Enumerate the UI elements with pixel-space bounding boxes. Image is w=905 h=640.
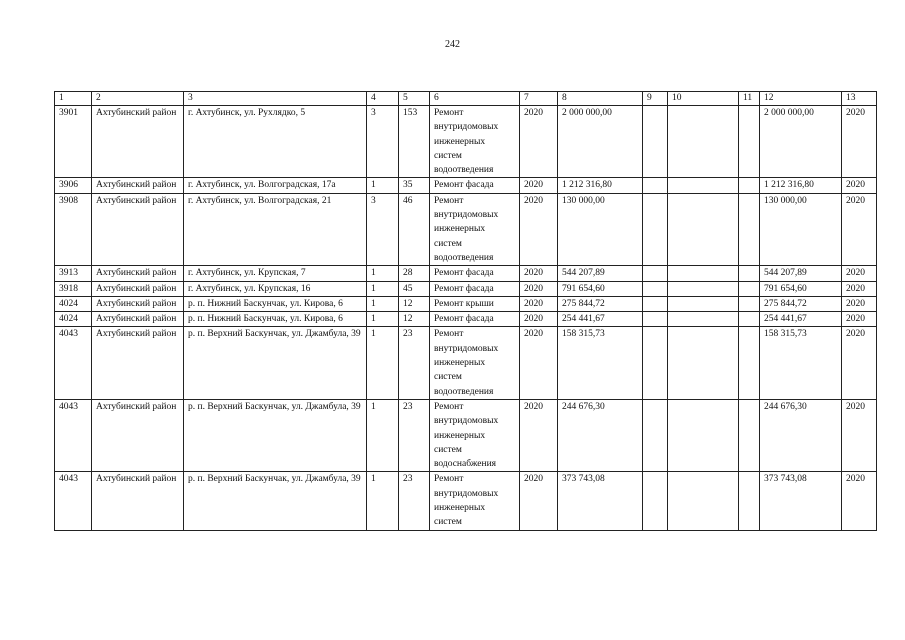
table-row <box>55 266 877 281</box>
cell-floors: 1 <box>367 312 399 327</box>
cell-completion-year: 2020 <box>842 193 877 265</box>
cell-cost-financing: 791 654,60 <box>760 281 842 296</box>
cell-floors: 1 <box>367 178 399 193</box>
cell-col-11 <box>739 178 760 193</box>
column-header: 13 <box>842 92 877 106</box>
cell-work-type: Ремонт внутридомовых инженерных систем водоснабжения <box>430 399 520 471</box>
cell-district: Ахтубинский район <box>92 472 184 530</box>
cell-col-10 <box>668 296 739 311</box>
cell-work-type: Ремонт крыши <box>430 296 520 311</box>
cell-cost-financing: 373 743,08 <box>760 472 842 530</box>
column-header: 9 <box>643 92 668 106</box>
cell-cost-financing: 158 315,73 <box>760 327 842 399</box>
cell-district: Ахтубинский район <box>92 327 184 399</box>
cell-col-11 <box>739 281 760 296</box>
cell-completion-year: 2020 <box>842 327 877 399</box>
cell-cost-financing: 544 207,89 <box>760 266 842 281</box>
cell-address: р. п. Нижний Баскунчак, ул. Кирова, 6 <box>184 312 367 327</box>
cell-address: г. Ахтубинск, ул. Крупская, 7 <box>184 266 367 281</box>
cell-year: 2020 <box>520 106 558 178</box>
cell-col-10 <box>668 266 739 281</box>
cell-col-11 <box>739 327 760 399</box>
cell-completion-year: 2020 <box>842 266 877 281</box>
cell-col-9 <box>643 193 668 265</box>
cell-work-type: Ремонт фасада <box>430 281 520 296</box>
cell-col-11 <box>739 106 760 178</box>
cell-col-10 <box>668 327 739 399</box>
cell-col-9 <box>643 106 668 178</box>
cell-cost-total: 158 315,73 <box>558 327 643 399</box>
cell-col-11 <box>739 296 760 311</box>
cell-work-type: Ремонт внутридомовых инженерных систем <box>430 472 520 530</box>
table-row <box>55 327 877 399</box>
cell-apartments: 23 <box>399 399 430 471</box>
cell-year: 2020 <box>520 327 558 399</box>
cell-completion-year: 2020 <box>842 472 877 530</box>
cell-district: Ахтубинский район <box>92 106 184 178</box>
cell-cost-total: 254 441,67 <box>558 312 643 327</box>
cell-cost-financing: 2 000 000,00 <box>760 106 842 178</box>
cell-completion-year: 2020 <box>842 178 877 193</box>
cell-apartments: 153 <box>399 106 430 178</box>
cell-col-11 <box>739 399 760 471</box>
column-header: 2 <box>92 92 184 106</box>
cell-object-code: 4024 <box>55 296 92 311</box>
cell-col-10 <box>668 281 739 296</box>
table-row <box>55 178 877 193</box>
cell-floors: 3 <box>367 106 399 178</box>
table-row <box>55 281 877 296</box>
cell-floors: 3 <box>367 193 399 265</box>
cell-address: г. Ахтубинск, ул. Волгоградская, 21 <box>184 193 367 265</box>
cell-apartments: 46 <box>399 193 430 265</box>
cell-apartments: 23 <box>399 327 430 399</box>
cell-object-code: 4043 <box>55 327 92 399</box>
cell-object-code: 4043 <box>55 399 92 471</box>
column-header: 5 <box>399 92 430 106</box>
cell-cost-total: 791 654,60 <box>558 281 643 296</box>
cell-floors: 1 <box>367 281 399 296</box>
repair-register-table <box>54 91 877 531</box>
cell-completion-year: 2020 <box>842 296 877 311</box>
cell-cost-total: 244 676,30 <box>558 399 643 471</box>
cell-col-9 <box>643 327 668 399</box>
cell-apartments: 35 <box>399 178 430 193</box>
table-row <box>55 193 877 265</box>
cell-col-9 <box>643 312 668 327</box>
cell-district: Ахтубинский район <box>92 193 184 265</box>
cell-col-10 <box>668 472 739 530</box>
cell-col-10 <box>668 312 739 327</box>
column-header: 1 <box>55 92 92 106</box>
column-header: 7 <box>520 92 558 106</box>
cell-year: 2020 <box>520 472 558 530</box>
cell-col-9 <box>643 472 668 530</box>
column-header: 12 <box>760 92 842 106</box>
cell-apartments: 23 <box>399 472 430 530</box>
cell-col-10 <box>668 193 739 265</box>
cell-apartments: 45 <box>399 281 430 296</box>
cell-district: Ахтубинский район <box>92 281 184 296</box>
cell-district: Ахтубинский район <box>92 399 184 471</box>
cell-completion-year: 2020 <box>842 312 877 327</box>
cell-apartments: 12 <box>399 296 430 311</box>
cell-year: 2020 <box>520 312 558 327</box>
cell-year: 2020 <box>520 266 558 281</box>
cell-object-code: 4024 <box>55 312 92 327</box>
cell-work-type: Ремонт фасада <box>430 312 520 327</box>
cell-col-9 <box>643 296 668 311</box>
cell-object-code: 4043 <box>55 472 92 530</box>
cell-apartments: 28 <box>399 266 430 281</box>
cell-cost-total: 544 207,89 <box>558 266 643 281</box>
table-row <box>55 106 877 178</box>
cell-col-10 <box>668 106 739 178</box>
cell-cost-total: 373 743,08 <box>558 472 643 530</box>
cell-completion-year: 2020 <box>842 281 877 296</box>
cell-floors: 1 <box>367 327 399 399</box>
cell-col-9 <box>643 266 668 281</box>
cell-cost-financing: 244 676,30 <box>760 399 842 471</box>
cell-floors: 1 <box>367 296 399 311</box>
column-number-row <box>55 92 877 106</box>
cell-cost-total: 2 000 000,00 <box>558 106 643 178</box>
cell-work-type: Ремонт фасада <box>430 178 520 193</box>
cell-cost-financing: 275 844,72 <box>760 296 842 311</box>
cell-year: 2020 <box>520 399 558 471</box>
cell-floors: 1 <box>367 266 399 281</box>
column-header: 3 <box>184 92 367 106</box>
cell-address: р. п. Нижний Баскунчак, ул. Кирова, 6 <box>184 296 367 311</box>
column-header: 11 <box>739 92 760 106</box>
cell-address: г. Ахтубинск, ул. Крупская, 16 <box>184 281 367 296</box>
cell-col-11 <box>739 472 760 530</box>
cell-col-10 <box>668 399 739 471</box>
cell-year: 2020 <box>520 178 558 193</box>
column-header: 6 <box>430 92 520 106</box>
cell-district: Ахтубинский район <box>92 178 184 193</box>
column-header: 10 <box>668 92 739 106</box>
cell-object-code: 3913 <box>55 266 92 281</box>
cell-address: г. Ахтубинск, ул. Волгоградская, 17а <box>184 178 367 193</box>
cell-year: 2020 <box>520 296 558 311</box>
cell-col-11 <box>739 193 760 265</box>
cell-address: р. п. Верхний Баскунчак, ул. Джамбула, 39 <box>184 327 367 399</box>
cell-address: р. п. Верхний Баскунчак, ул. Джамбула, 39 <box>184 399 367 471</box>
cell-floors: 1 <box>367 399 399 471</box>
page-number: 242 <box>445 39 460 50</box>
cell-cost-total: 1 212 316,80 <box>558 178 643 193</box>
cell-apartments: 12 <box>399 312 430 327</box>
cell-address: г. Ахтубинск, ул. Рухлядко, 5 <box>184 106 367 178</box>
cell-floors: 1 <box>367 472 399 530</box>
cell-object-code: 3918 <box>55 281 92 296</box>
table-row <box>55 399 877 471</box>
cell-cost-financing: 1 212 316,80 <box>760 178 842 193</box>
cell-col-11 <box>739 312 760 327</box>
cell-col-11 <box>739 266 760 281</box>
cell-col-9 <box>643 178 668 193</box>
cell-address: р. п. Верхний Баскунчак, ул. Джамбула, 39 <box>184 472 367 530</box>
cell-district: Ахтубинский район <box>92 266 184 281</box>
cell-col-9 <box>643 399 668 471</box>
cell-cost-total: 130 000,00 <box>558 193 643 265</box>
table-row <box>55 296 877 311</box>
cell-object-code: 3908 <box>55 193 92 265</box>
column-header: 4 <box>367 92 399 106</box>
cell-district: Ахтубинский район <box>92 296 184 311</box>
cell-cost-total: 275 844,72 <box>558 296 643 311</box>
cell-work-type: Ремонт фасада <box>430 266 520 281</box>
cell-district: Ахтубинский район <box>92 312 184 327</box>
cell-year: 2020 <box>520 193 558 265</box>
cell-col-10 <box>668 178 739 193</box>
cell-completion-year: 2020 <box>842 106 877 178</box>
cell-col-9 <box>643 281 668 296</box>
column-header: 8 <box>558 92 643 106</box>
table-row <box>55 312 877 327</box>
cell-completion-year: 2020 <box>842 399 877 471</box>
cell-work-type: Ремонт внутридомовых инженерных систем водоотведения <box>430 106 520 178</box>
cell-work-type: Ремонт внутридомовых инженерных систем водоотведения <box>430 193 520 265</box>
cell-cost-financing: 130 000,00 <box>760 193 842 265</box>
cell-object-code: 3906 <box>55 178 92 193</box>
cell-cost-financing: 254 441,67 <box>760 312 842 327</box>
cell-year: 2020 <box>520 281 558 296</box>
cell-object-code: 3901 <box>55 106 92 178</box>
cell-work-type: Ремонт внутридомовых инженерных систем водоотведения <box>430 327 520 399</box>
table-row <box>55 472 877 530</box>
